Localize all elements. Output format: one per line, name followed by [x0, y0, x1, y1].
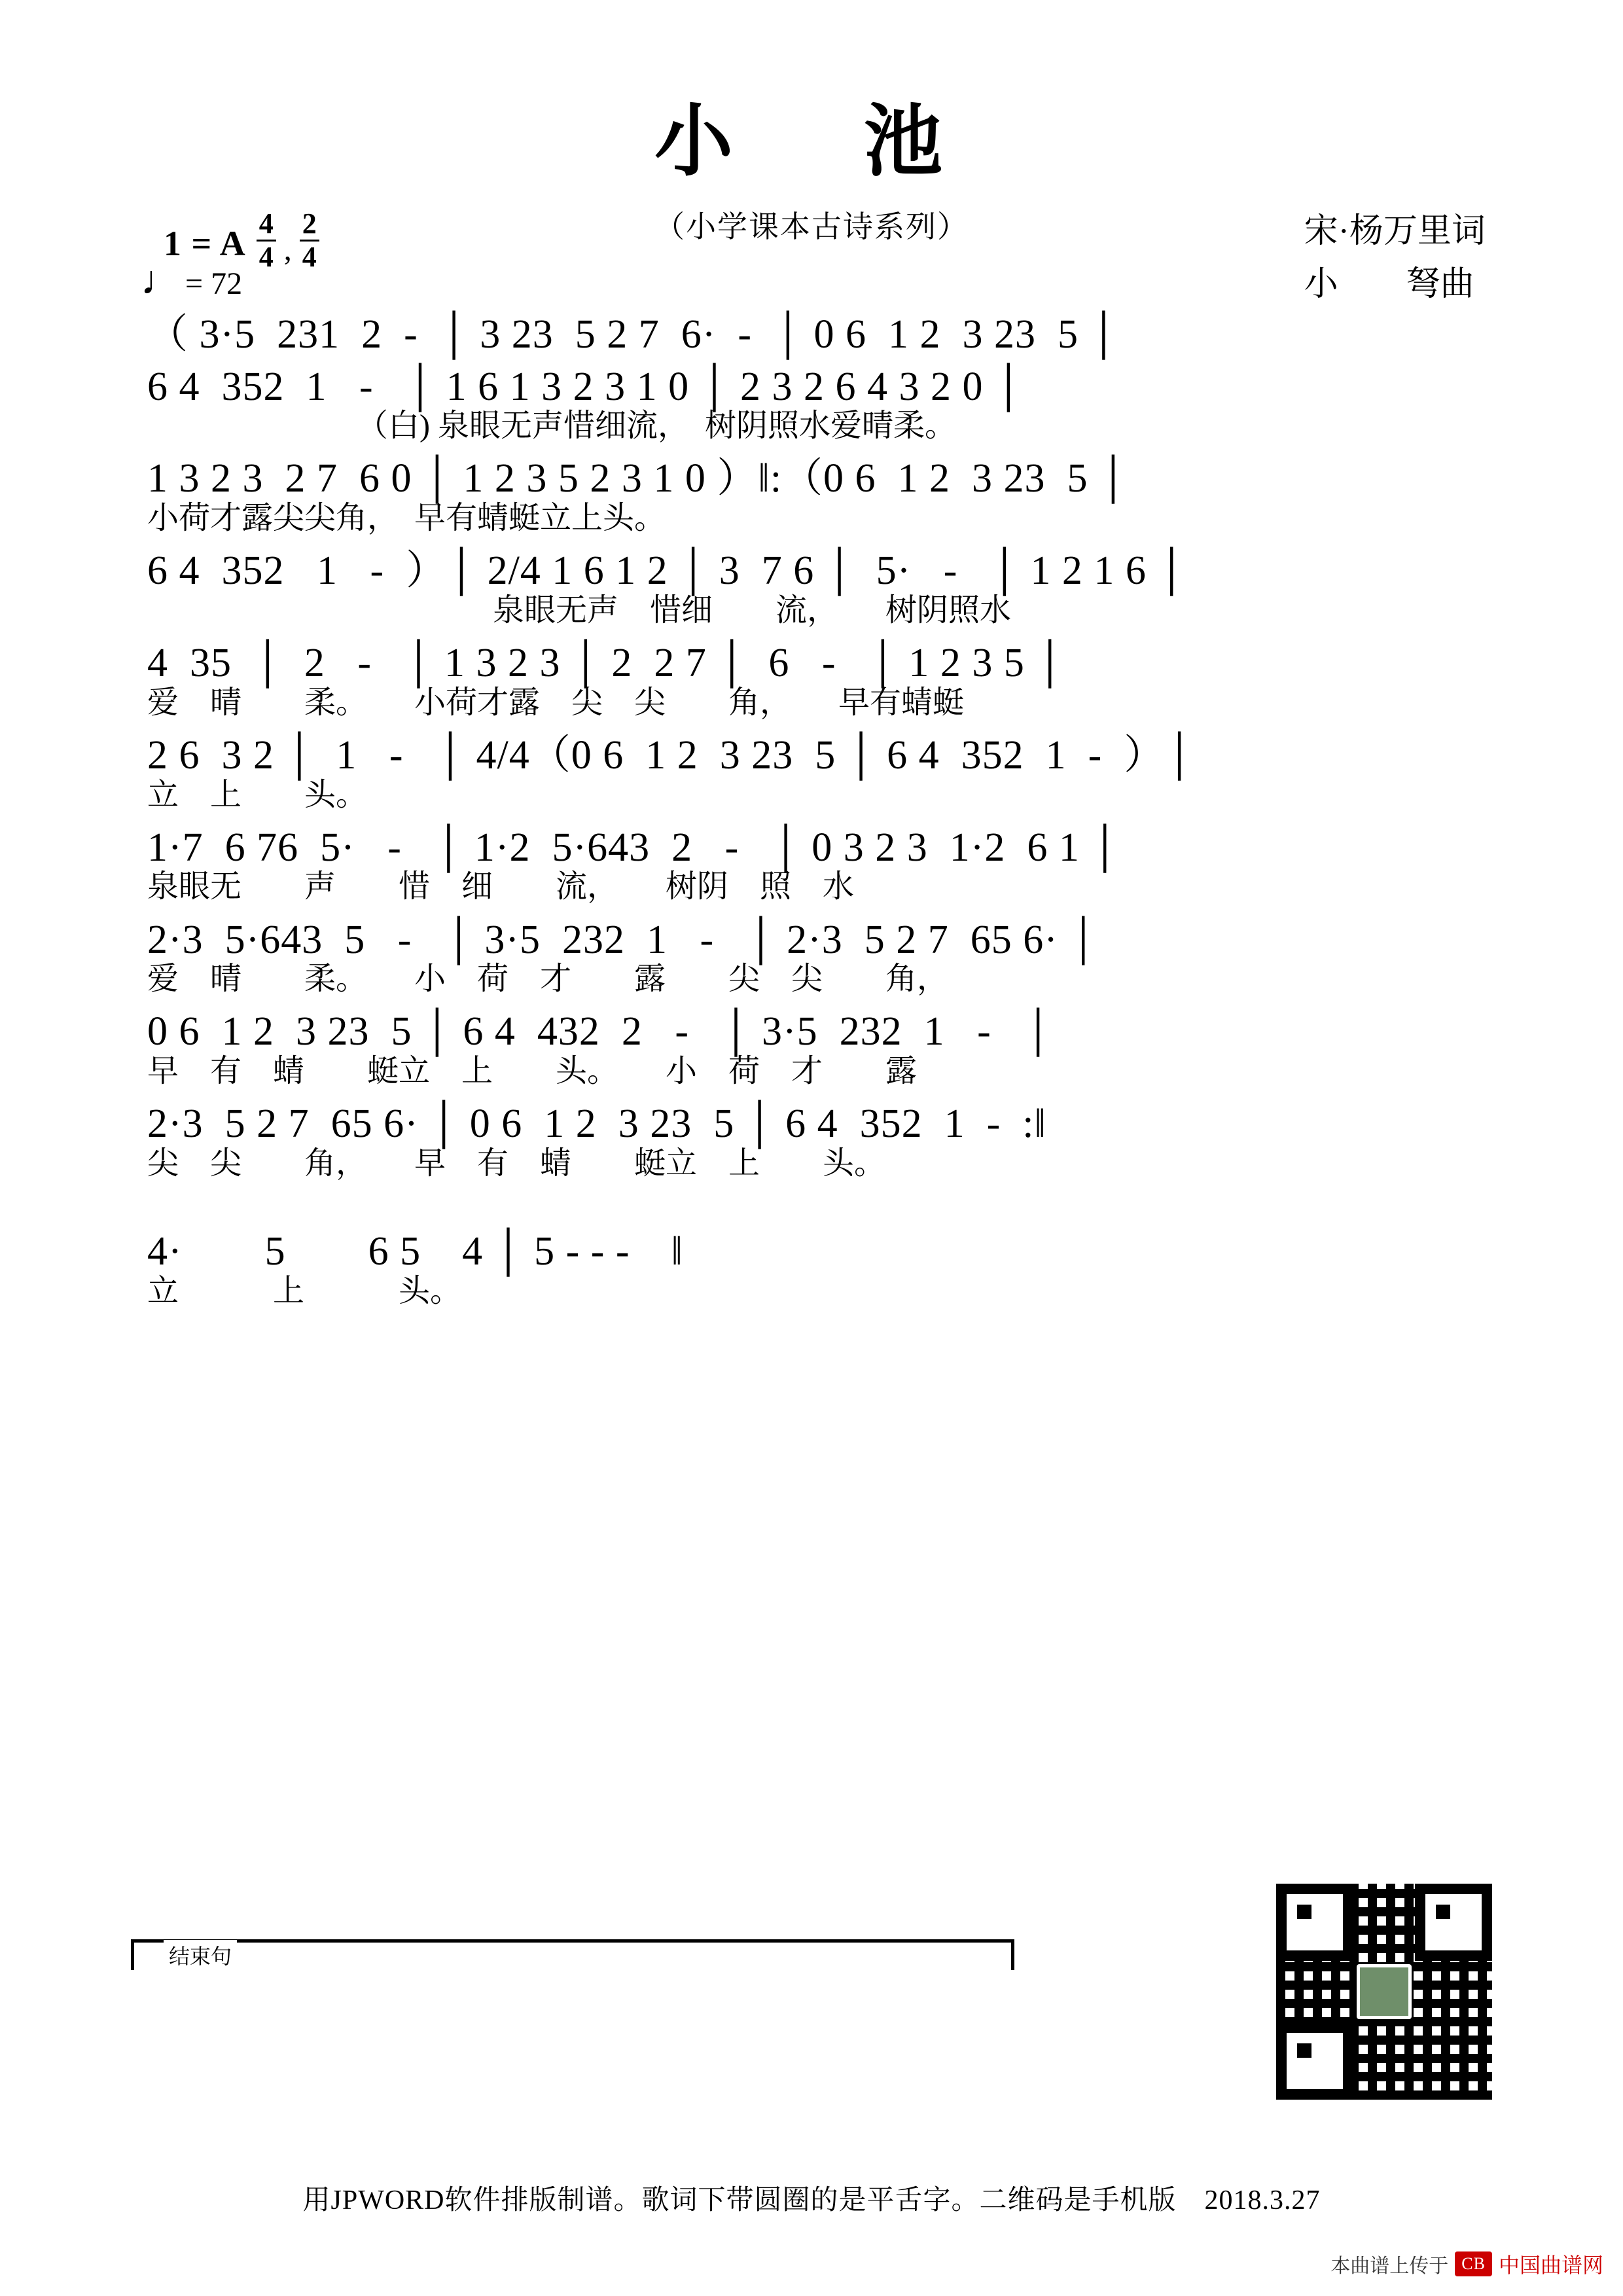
notation-row: 1 3 2 3 2 7 6 0 │ 1 2 3 5 2 3 1 0 ）‖:（0 6 1 2 3 23 5 │ — [147, 456, 1128, 501]
qr-eye-icon — [1276, 2022, 1353, 2100]
key-label: 1 = A — [164, 223, 246, 263]
lyrics-row: 早 有 蜻 蜓立 上 头。 小 荷 才 露 — [147, 1053, 918, 1088]
score-line-ending — [141, 1227, 1482, 1309]
credit-lyricist: 宋·杨万里词 — [1304, 213, 1486, 250]
lyrics-row: 小荷才露尖尖角， 早有蜻蜓立上头。 — [147, 501, 666, 536]
lyrics-row: 泉眼无 声 惜 细 流， 树阴 照 水 — [147, 869, 855, 905]
time-signature-1 — [257, 209, 276, 272]
lyrics-row: 爱 晴 柔。 小 荷 才 露 尖 尖 角， — [147, 961, 949, 997]
score-line — [141, 731, 1482, 813]
score-line — [141, 916, 1482, 997]
notation-row: （ 3·5 231 2 - │ 3 23 5 2 7 6· - │ 0 6 1 2 3 23 5 │ — [147, 312, 1119, 357]
meter-separator: , — [283, 232, 292, 267]
qr-avatar — [1357, 1964, 1412, 2019]
lyrics-row: 立 上 头。 — [147, 1273, 462, 1308]
time-signature-1-numerator: 4 — [257, 209, 276, 242]
notation-row: 6 4 352 1 - │ 1 6 1 3 2 3 1 0 │ 2 3 2 6 4 3 2 0 │ — [147, 364, 1024, 409]
score-body — [141, 310, 1482, 1309]
notation-row: 2·3 5 2 7 65 6· │ 0 6 1 2 3 23 5 │ 6 4 352 1 - :‖ — [147, 1102, 1046, 1147]
score-line — [141, 823, 1482, 905]
notation-row: 4 35 │ 2 - │ 1 3 2 3 │ 2 2 7 │ 6 - │ 1 2 3 5 │ — [147, 641, 1065, 686]
page-subtitle: （小学课本古诗系列） — [654, 210, 969, 243]
score-metadata — [0, 186, 1623, 310]
notation-row: 2 6 3 2 │ 1 - │ 4/4（0 6 1 2 3 23 5 │ 6 4 352 1 - ）│ — [147, 732, 1195, 778]
page-title: 小 池 — [654, 98, 969, 185]
notation-row: 1·7 6 76 5· - │ 1·2 5·643 2 - │ 0 3 2 3 1·2 6 1 │ — [147, 825, 1120, 870]
lyrics-row: 尖 尖 角， 早 有 蜻 蜓立 上 头。 — [147, 1145, 886, 1181]
lyrics-row: 泉眼无声 惜细 流， 树阴照水 — [147, 592, 1012, 628]
score-line — [141, 639, 1482, 721]
score-line — [141, 547, 1482, 628]
site-credit — [1330, 2249, 1603, 2279]
lyrics-row: 爱 晴 柔。 小荷才露 尖 尖 角， 早有蜻蜓 — [147, 685, 965, 720]
upload-text: 本曲谱上传于 — [1330, 2255, 1449, 2277]
lyrics-row: （白) 泉眼无声惜细流， 树阴照水爱晴柔。 — [357, 408, 956, 444]
notation-row: 6 4 352 1 - ）│ 2/4 1 6 1 2 │ 3 7 6 │ 5· - │ 1 2 1 6 │ — [147, 548, 1187, 594]
score-line — [141, 363, 1482, 444]
credit-composer: 小 弩曲 — [1304, 265, 1474, 303]
tempo-marking — [141, 259, 243, 304]
ending-bracket — [131, 1939, 1014, 1970]
site-name: 中国曲谱网 — [1498, 2253, 1603, 2277]
time-signature-2-denominator: 4 — [302, 241, 317, 273]
tempo-value: = 72 — [185, 266, 243, 301]
time-signature-1-denominator: 4 — [259, 241, 274, 273]
credits — [1304, 206, 1486, 311]
notation-row: 4· 5 6 5 4 │ 5 - - - ‖ — [147, 1229, 683, 1274]
score-line — [141, 1007, 1482, 1089]
qr-eye-icon — [1276, 1884, 1353, 1961]
time-signature-2 — [300, 209, 319, 272]
qr-code[interactable] — [1276, 1884, 1492, 2100]
notation-row: 0 6 1 2 3 23 5 │ 6 4 432 2 - │ 3·5 232 1 - │ — [147, 1009, 1054, 1054]
qr-eye-icon — [1415, 1884, 1492, 1961]
score-line — [141, 454, 1482, 536]
ending-label: 结束句 — [164, 1940, 237, 1970]
site-badge: CB — [1455, 2251, 1492, 2276]
quarter-note-icon: ♩ — [141, 259, 181, 303]
lyrics-row: 立 上 头。 — [147, 777, 368, 812]
notation-row: 2·3 5·643 5 - │ 3·5 232 1 - │ 2·3 5 2 7 65 6· │ — [147, 917, 1099, 962]
footer-note: 用JPWORD软件排版制谱。歌词下带圆圈的是平舌字。二维码是手机版 2018.3.27 — [302, 2185, 1321, 2215]
score-line — [141, 1100, 1482, 1181]
time-signature-2-numerator: 2 — [300, 209, 319, 242]
score-line — [141, 310, 1482, 360]
